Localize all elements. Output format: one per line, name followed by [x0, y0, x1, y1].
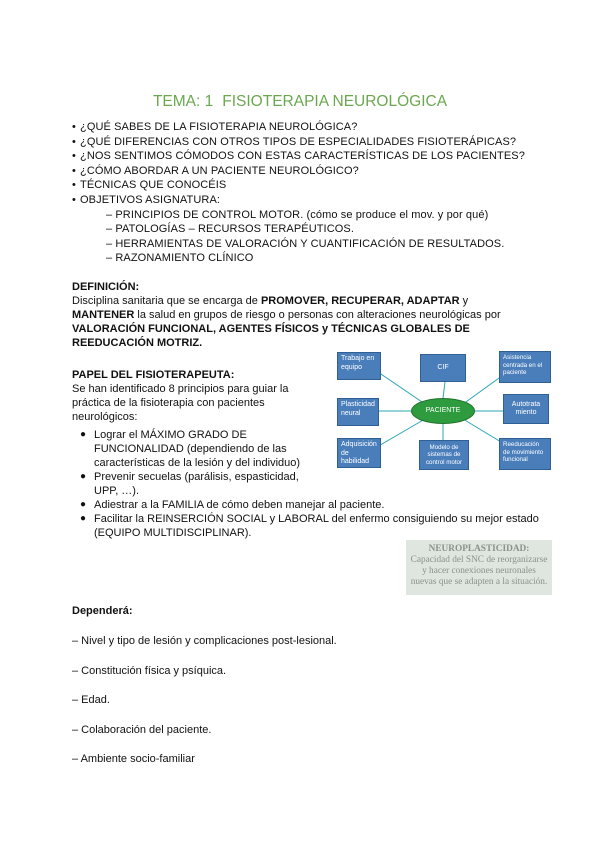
objective-item: – PATOLOGÍAS – RECURSOS TERAPÉUTICOS.: [106, 223, 355, 236]
dependera-heading: Dependerá:: [72, 605, 133, 617]
list-item: – Constitución física y psíquica.: [72, 664, 227, 677]
list-item: – Colaboración del paciente.: [72, 723, 212, 736]
bullet-icon: ●: [79, 513, 87, 524]
patient-diagram: [335, 348, 553, 470]
bullet-icon: •: [72, 121, 76, 133]
bullet-icon: •: [72, 164, 76, 177]
objective-item: – HERRAMIENTAS DE VALORACIÓN Y CUANTIFICACIÓN DE RESULTADOS.: [106, 237, 505, 250]
bullet-icon: ●: [79, 471, 87, 482]
bullet-icon: •: [72, 179, 76, 192]
node-reeducacion: Reeducación de movimiento funcional: [499, 438, 551, 470]
list-item: • ¿CÓMO ABORDAR A UN PACIENTE NEUROLÓGICO?: [72, 164, 359, 177]
bullet-icon: ●: [79, 499, 87, 510]
bullet-icon: •: [72, 193, 76, 206]
definition-section: [72, 280, 542, 350]
list-item: • ¿NOS SENTIMOS CÓMODOS CON ESTAS CARACTERÍSTICAS DE LOS PACIENTES?: [72, 150, 525, 163]
definition-line: Disciplina sanitaria que se encarga de PROMOVER, RECUPERAR, ADAPTAR y: [72, 295, 469, 307]
list-item: – Ambiente socio-familiar: [72, 753, 195, 765]
list-item: ● Prevenir secuelas (parálisis, espasticidad, UPP, …).: [72, 470, 326, 498]
papel-intro-line: neurológicos:: [72, 411, 138, 423]
dependera-section: [72, 604, 542, 782]
list-item: ● Lograr el MÁXIMO GRADO DE FUNCIONALIDAD (dependiendo de las características de la lesión y del individuo): [72, 428, 326, 470]
definition-line: MANTENER la salud en grupos de riesgo o personas con alteraciones neurológicas por: [72, 309, 501, 321]
objective-item: – RAZONAMIENTO CLÍNICO: [106, 252, 254, 265]
objective-item: – PRINCIPIOS DE CONTROL MOTOR. (cómo se produce el mov. y por qué): [106, 208, 489, 221]
node-cif: CIF: [420, 354, 466, 382]
papel-intro-line: práctica de la fisioterapia con pacientes: [72, 397, 265, 409]
list-item: • ¿QUÉ DIFERENCIAS CON OTROS TIPOS DE ESPECIALIDADES FISIOTERÁPICAS?: [72, 135, 517, 148]
page-title: [0, 92, 600, 112]
list-item: ● Facilitar la REINSERCIÓN SOCIAL y LABORAL del enfermo consiguiendo su mejor estado (EQUIPO MULTIDISCIPLINAR).: [72, 512, 542, 540]
bullet-icon: ●: [79, 429, 87, 440]
neuro-term: NEUROPLASTICIDAD:: [428, 544, 530, 554]
node-paciente: PACIENTE: [411, 398, 475, 424]
title-number: TEMA: 1: [152, 93, 214, 110]
papel-heading: PAPEL DEL FISIOTERAPEUTA:: [72, 369, 235, 381]
definition-heading: DEFINICIÓN:: [72, 281, 140, 293]
papel-section: [72, 368, 328, 424]
list-item: ● Adiestrar a la FAMILIA de cómo deben manejar al paciente.: [72, 498, 542, 512]
questions-list: [72, 120, 572, 266]
bullet-icon: •: [72, 150, 76, 163]
bullet-icon: •: [72, 135, 76, 148]
papel-intro-line: Se han identificado 8 principios para guiar la: [72, 383, 289, 395]
neuroplasticidad-note: [406, 540, 552, 595]
node-modelo: Modelo de sistemas de control motor: [419, 440, 469, 470]
list-item: • TÉCNICAS QUE CONOCÉIS: [72, 179, 227, 192]
definition-line: REEDUCACIÓN MOTRIZ.: [72, 337, 203, 349]
neuro-text: Capacidad del SNC de reorganizarse y hacer conexiones neuronales nuevas que se adapten a la situación.: [410, 555, 548, 587]
list-item: • ¿QUÉ SABES DE LA FISIOTERAPIA NEUROLÓGICA?: [72, 121, 358, 133]
title-text: FISIOTERAPIA NEUROLÓGICA: [222, 93, 448, 110]
node-plasticidad: Plasticidad neural: [337, 398, 379, 426]
node-trabajo: Trabajo en equipo: [337, 352, 381, 380]
definition-line: VALORACIÓN FUNCIONAL, AGENTES FÍSICOS y TÉCNICAS GLOBALES DE: [72, 323, 470, 335]
node-autotratamiento: Autotrata miento: [503, 394, 549, 424]
node-asistencia: Asistencia centrada en el paciente: [499, 351, 551, 383]
list-item: – Nivel y tipo de lesión y complicaciones post-lesional.: [72, 635, 337, 647]
node-adquisicion: Adquisición de habilidad: [337, 438, 381, 468]
list-item: • OBJETIVOS ASIGNATURA:: [72, 193, 221, 206]
list-item: – Edad.: [72, 694, 110, 706]
